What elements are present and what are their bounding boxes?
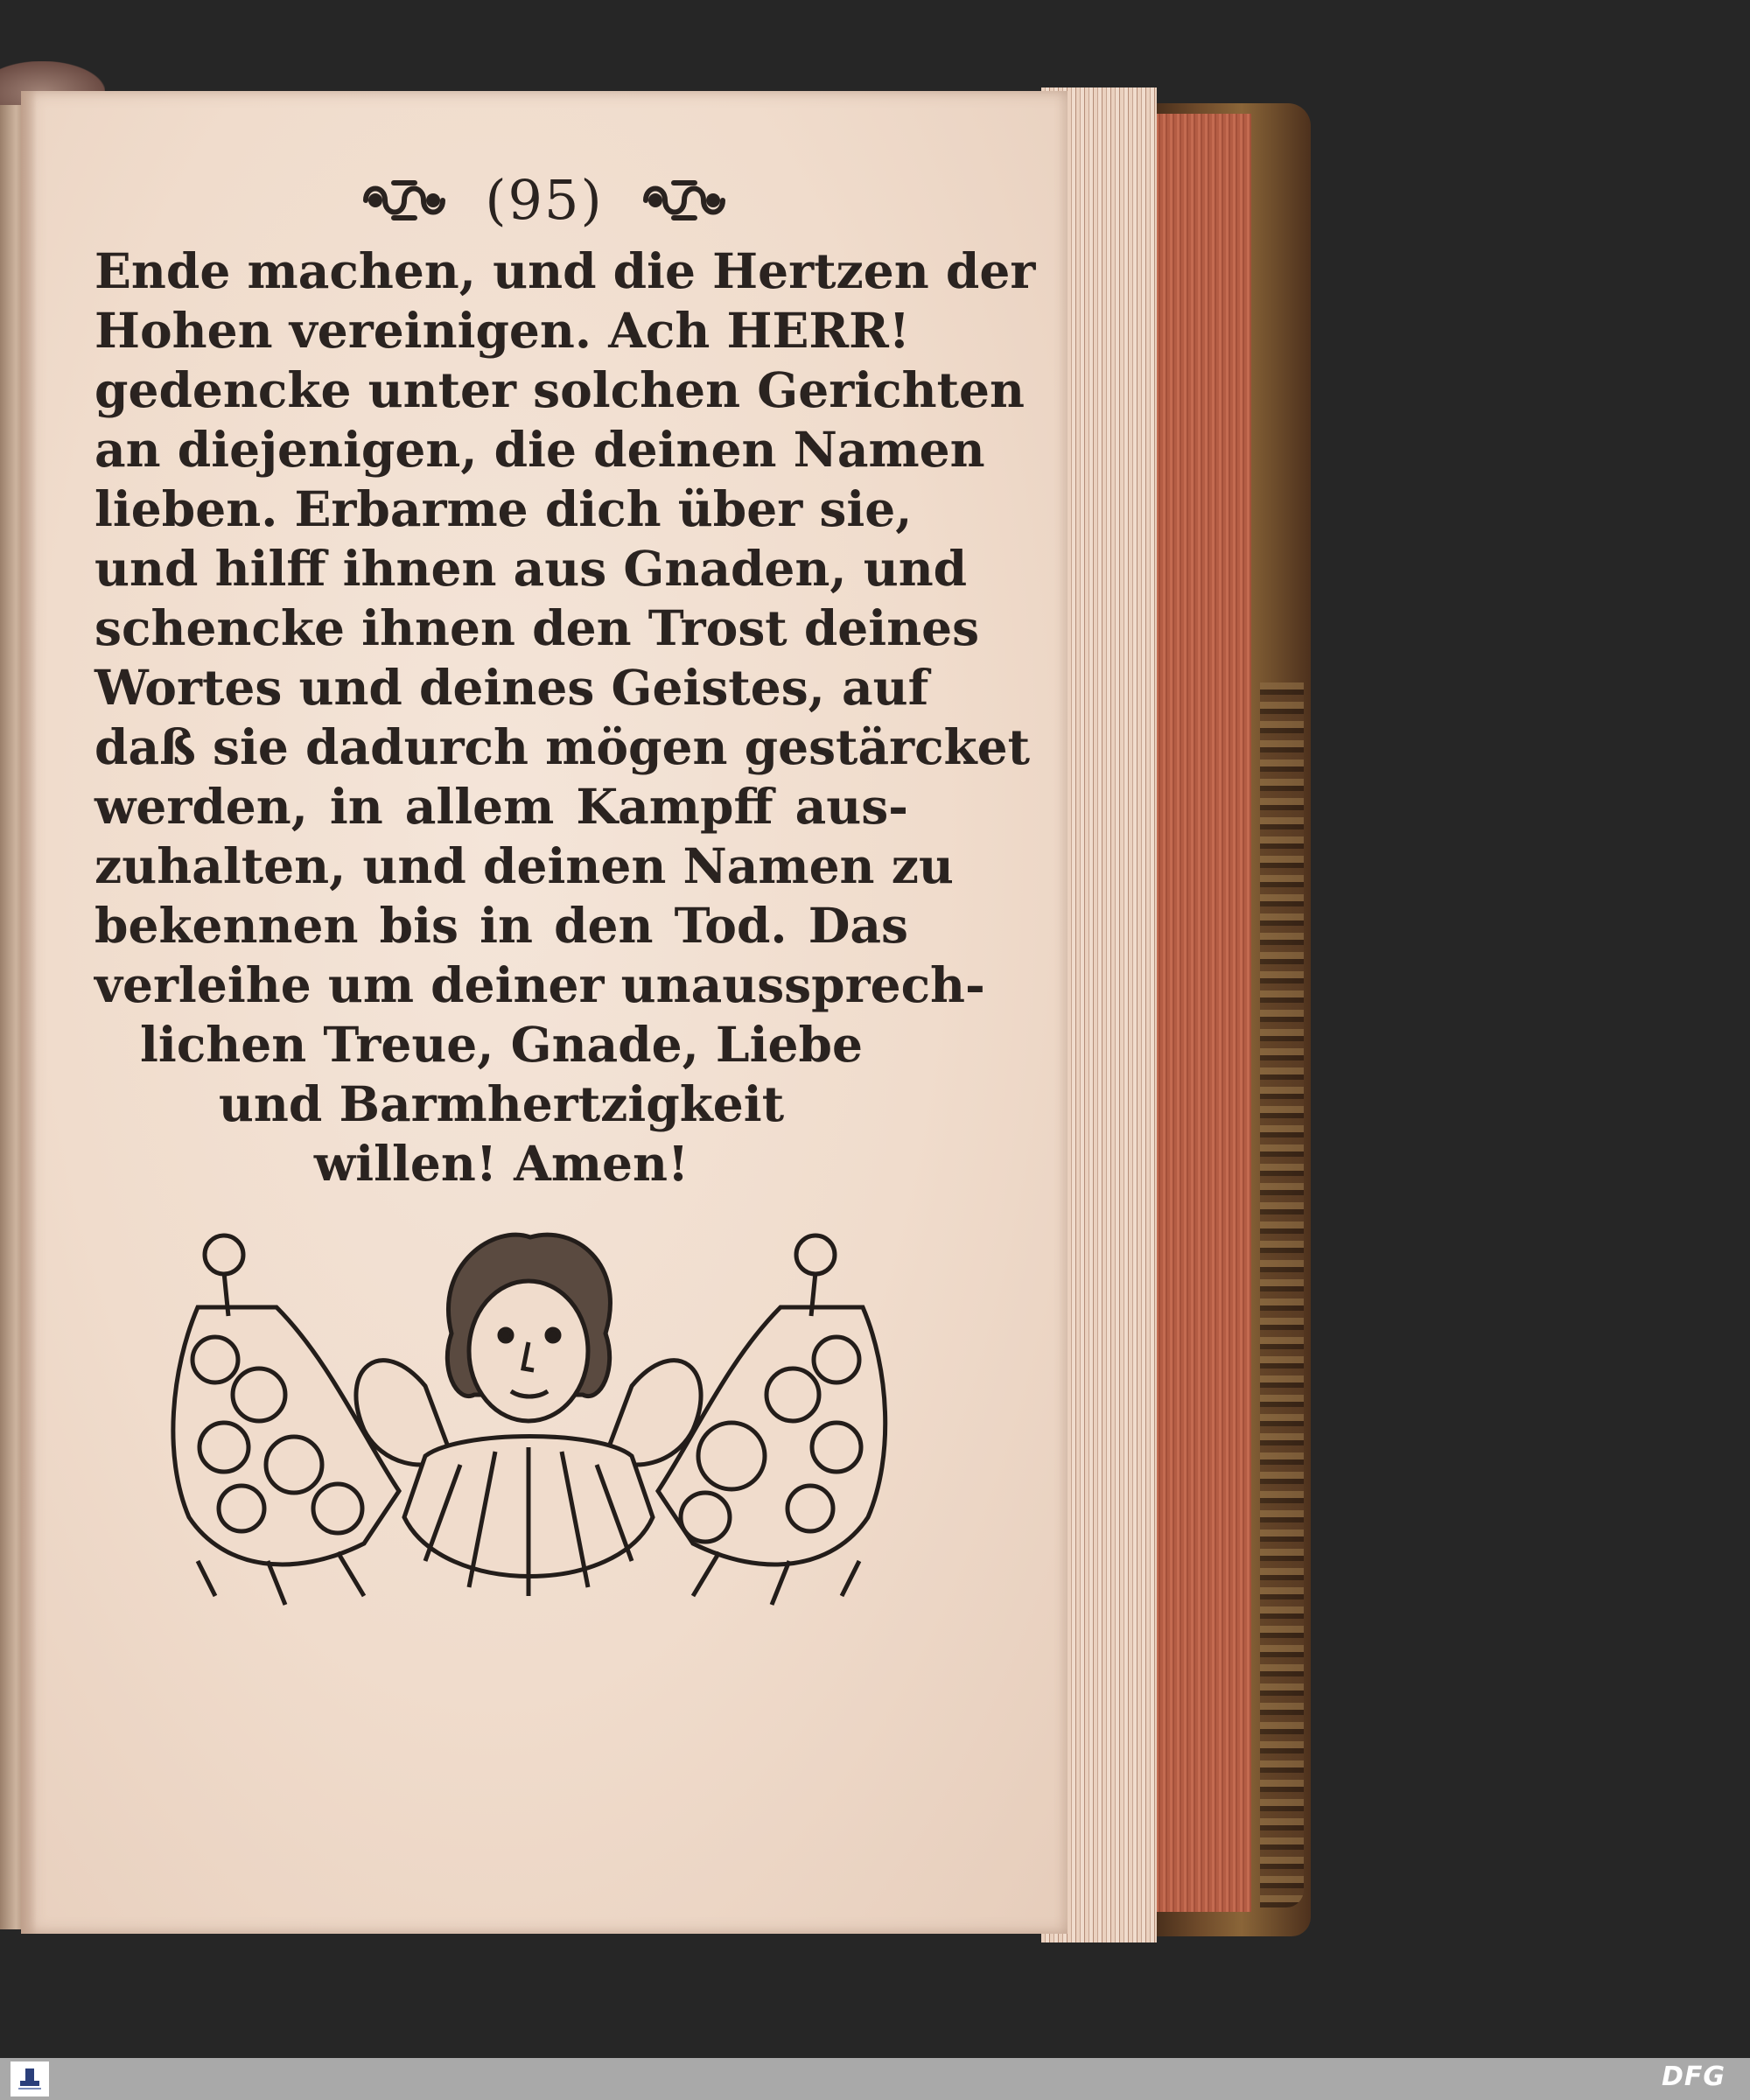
text-line: werden, in allem Kampff aus- bbox=[94, 778, 908, 835]
text-line: an diejenigen, die deinen Namen bbox=[94, 421, 985, 478]
cover-leather-texture bbox=[1260, 682, 1304, 1908]
text-line: Hohen vereinigen. Ach HERR! bbox=[94, 302, 910, 359]
text-line: lieben. Erbarme dich über sie, bbox=[94, 480, 913, 537]
text-line: bekennen bis in den Tod. Das bbox=[94, 897, 908, 954]
text-line: schencke ihnen den Trost deines bbox=[94, 599, 980, 656]
dfg-logo[interactable]: DFG bbox=[1661, 2062, 1726, 2092]
page-block-red-edge bbox=[1153, 114, 1251, 1912]
text-line-centered: und Barmhertzigkeit bbox=[218, 1075, 785, 1132]
previous-page-edge bbox=[0, 105, 23, 1929]
page-gutter-shadow bbox=[21, 91, 37, 1934]
text-line: Ende machen, und die Hertzen der bbox=[94, 242, 1036, 299]
text-line: daß sie dadurch mögen gestärcket bbox=[94, 718, 1031, 775]
right-header-ornament-icon bbox=[639, 174, 730, 227]
page-number: (95) bbox=[485, 168, 604, 232]
text-line: Wortes und deines Geistes, auf bbox=[94, 659, 929, 716]
text-line: und hilff ihnen aus Gnaden, und bbox=[94, 540, 968, 597]
prayer-text bbox=[94, 242, 1036, 1194]
text-line-centered: lichen Treue, Gnade, Liebe bbox=[140, 1016, 863, 1073]
library-logo-glyph-icon bbox=[17, 2066, 43, 2092]
page-header bbox=[21, 168, 1068, 232]
cherub-woodcut-vignette bbox=[163, 1228, 894, 1622]
left-header-ornament-icon bbox=[359, 174, 450, 227]
text-line: verleihe um deiner unaussprech- bbox=[94, 956, 985, 1013]
text-line: gedencke unter solchen Gerichten bbox=[94, 361, 1025, 418]
viewer-footer-bar bbox=[0, 2058, 1750, 2100]
text-line-centered: willen! Amen! bbox=[313, 1135, 690, 1192]
library-logo-icon[interactable] bbox=[10, 2062, 49, 2096]
text-line: zuhalten, und deinen Namen zu bbox=[94, 837, 954, 894]
